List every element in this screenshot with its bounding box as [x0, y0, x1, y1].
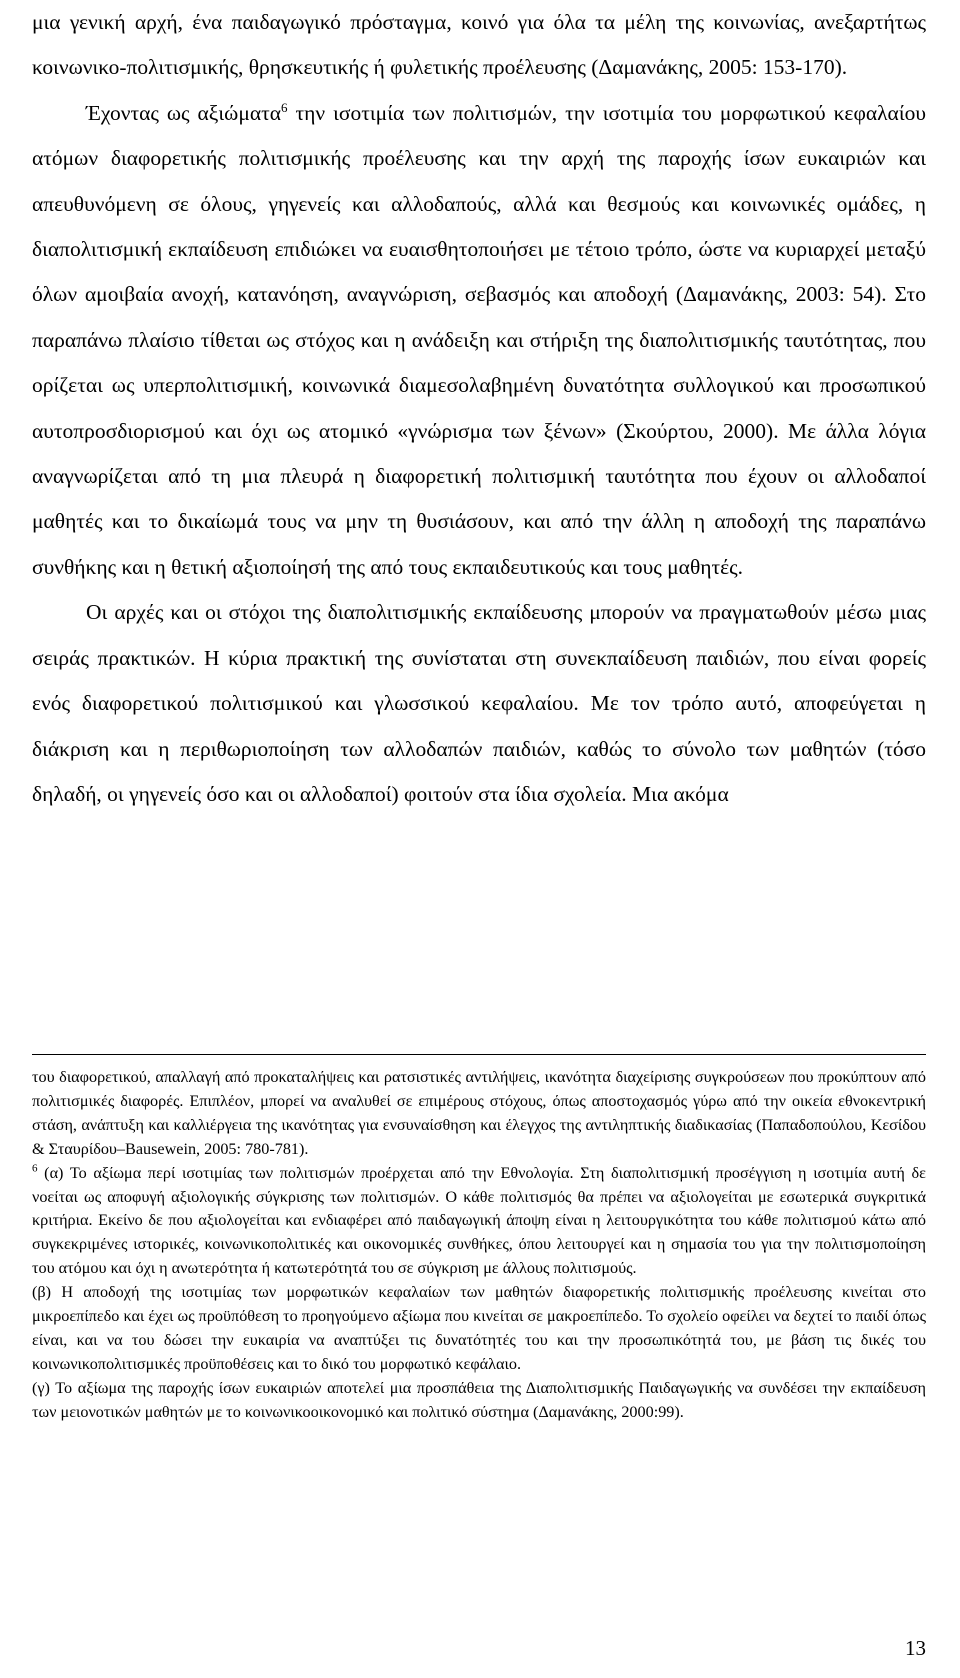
footnote-6 — [32, 1162, 926, 1282]
paragraph-2 — [32, 91, 926, 590]
footnote-6-marker: 6 — [32, 1162, 38, 1175]
footnotes — [32, 1066, 926, 1425]
paragraph-3: Οι αρχές και οι στόχοι της διαπολιτισμικής εκπαίδευσης μπορούν να πραγματωθούν μέσω μιας σειράς πρακτικών. Η κύρια πρακτική της συνίσταται στη συνεκπαίδευση παιδιών, που είναι φορείς ενός διαφορετικού πολιτισμικού και γλωσσικού κεφαλαίου. Με τον τρόπο αυτό, αποφεύγεται η διάκριση και η περιθωριοποίηση των αλλοδαπών παιδιών, καθώς το σύνολο των μαθητών (τόσο δηλαδή, οι γηγενείς όσο και οι αλλοδαποί) φοιτούν στα ίδια σχολεία. Μια ακόμα — [32, 600, 926, 806]
footnote-separator — [32, 1054, 926, 1055]
footnote-ref-6[interactable]: 6 — [281, 99, 288, 115]
body-text — [32, 0, 926, 817]
footnote-continued: του διαφορετικού, απαλλαγή από προκαταλήψεις και ρατσιστικές αντιλήψεις, ικανότητα διαχείρισης συγκρούσεων που προκύπτουν από πολιτισμικές διαφορές. Επιπλέον, μπορεί να αναλυθεί σε επιμέρους στόχους, όπως αποστοχασμός γύρω από την οικεία εθνοκεντρική στάση, ανάπτυξη και καλλιέργεια της ικανότητας για ενσυναίσθηση και έλεγχος της αντιληπτικής διαδικασίας (Παπαδοπούλου, Κεσίδου & Σταυρίδου–Bausewein, 2005: 780-781). — [32, 1068, 926, 1158]
footnote-6-b: (β) Η αποδοχή της ισοτιμίας των μορφωτικών κεφαλαίων των μαθητών διαφορετικής πολιτισμικής προέλευσης κινείται στο μικροεπίπεδο και έχει ως προϋπόθεση το προηγούμενο αξίωμα που κινείται σε μακροεπίπεδο. Το σχολείο οφείλει να δεχτεί το παιδί όπως είναι, και να του δώσει την ευκαιρία να αναπτύξει τις δυνατότητές του και την προσωπικότητά του, με βάση τις δικές του κοινωνικοπολιτισμικές προϋποθέσεις και το δικό του μορφωτικό κεφάλαιο. — [32, 1283, 926, 1373]
page-number: 13 — [905, 1636, 926, 1660]
paragraph-2-rest: την ισοτιμία των πολιτισμών, την ισοτιμία του μορφωτικού κεφαλαίου ατόμων διαφορετικής πολιτισμικής προέλευσης και την αρχή της παροχής ίσων ευκαιριών και απευθυνόμενη σε όλους, γηγενείς και αλλοδαπούς, αλλά και θεσμούς και κοινωνικές ομάδες, η διαπολιτισμική εκπαίδευση επιδιώκει να ευαισθητοποιήσει με τέτοιο τρόπο, ώστε να κυριαρχεί μεταξύ όλων αμοιβαία ανοχή, κατανόηση, αναγνώριση, σεβασμός και αποδοχή (Δαμανάκης, 2003: 54). Στο παραπάνω πλαίσιο τίθεται ως στόχος και η ανάδειξη και στήριξη της διαπολιτισμικής ταυτότητας, που ορίζεται ως υπερπολιτισμική, κοινωνικά διαμεσολαβημένη δυνατότητα συλλογικού και προσωπικού αυτοπροσδιορισμού και όχι ως ατομικό «γνώρισμα των ξένων» (Σκούρτου, 2000). Με άλλα λόγια αναγνωρίζεται από τη μια πλευρά η διαφορετική πολιτισμική ταυτότητα που έχουν οι αλλοδαποί μαθητές και το δικαίωμά τους να μην τη θυσιάσουν, και από την άλλη η αποδοχή της παραπάνω συνθήκης και η θετική αξιοποίησή της από τους εκπαιδευτικούς και τους μαθητές. — [32, 100, 927, 579]
footnote-6-c: (γ) Το αξίωμα της παροχής ίσων ευκαιριών αποτελεί μια προσπάθεια της Διαπολιτισμικής Παιδαγωγικής να συνδέσει την εκπαίδευση των μειονοτικών μαθητών με το κοινωνικοοικονομικό και πολιτικό σύστημα (Δαμανάκης, 2000:99). — [32, 1378, 926, 1421]
paragraph-1: μια γενική αρχή, ένα παιδαγωγικό πρόσταγμα, κοινό για όλα τα μέλη της κοινωνίας, ανεξαρτήτως κοινωνικο-πολιτισμικής, θρησκευτικής ή φυλετικής προέλευσης (Δαμανάκης, 2005: 153-170). — [32, 10, 926, 80]
paragraph-2-start: Έχοντας ως αξιώματα — [86, 100, 282, 125]
footnote-6-a: (α) Το αξίωμα περί ισοτιμίας των πολιτισμών προέρχεται από την Εθνολογία. Στη διαπολιτισμική προσέγγιση η ισοτιμία αυτή δε νοείται ως αποφυγή αξιολογικής σύγκρισης των πολιτισμών. Ο κάθε πολιτισμός θα πρέπει να αξιολογείται με εσωτερικά συγκριτικά κριτήρια. Εκείνο δε που αξιολογείται και ενδιαφέρει από παιδαγωγική άποψη είναι η λειτουργικότητα του κάθε πολιτισμού κάτω από συγκεκριμένες ιστορικές, κοινωνικοπολιτικές και οικονομικές συνθήκες, όπου λειτουργεί και η σημασία του για την πολιτισμοποίηση του ατόμου και όχι η ανωτερότητα ή κατωτερότητά του σε σύγκριση με άλλους πολιτισμούς. — [32, 1163, 926, 1278]
